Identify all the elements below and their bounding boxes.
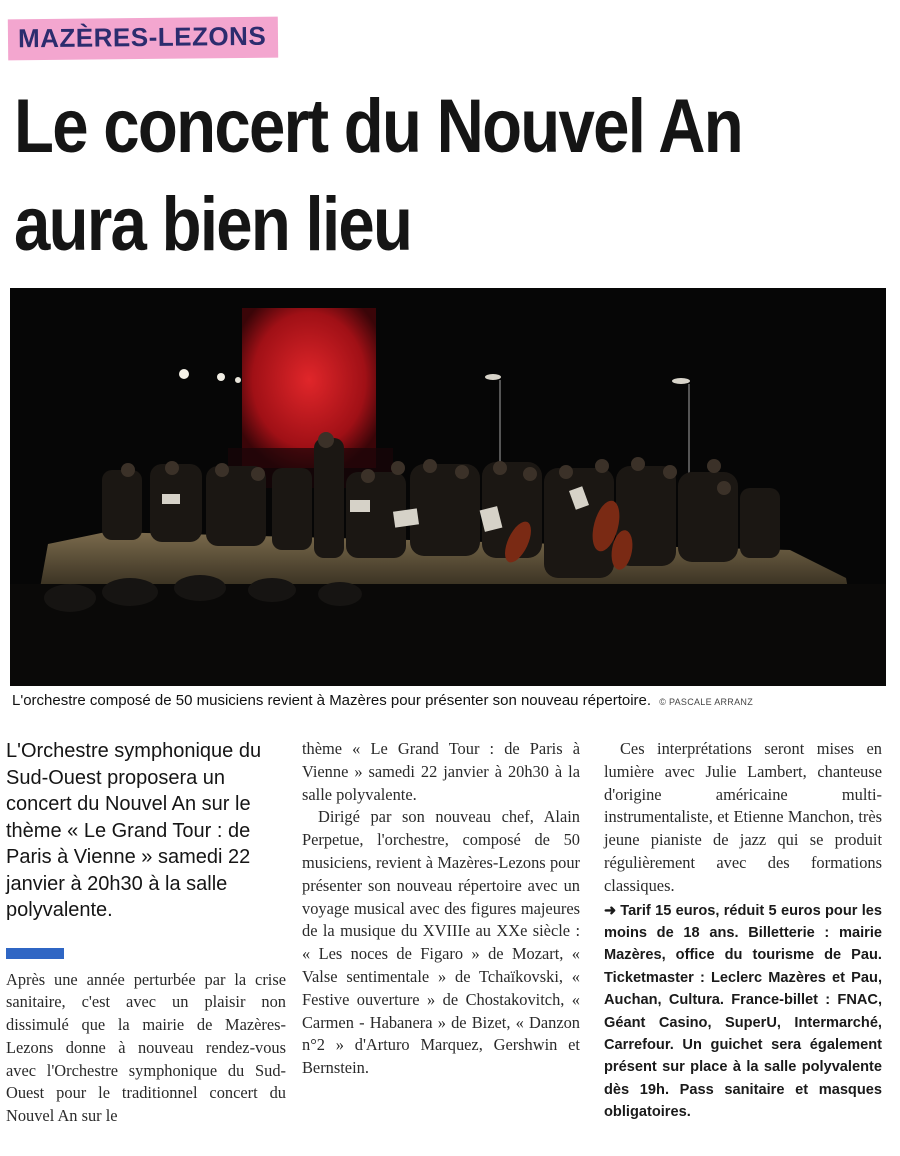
orchestra-stage-image	[10, 288, 886, 686]
body-paragraph-2: Dirigé par son nouveau chef, Alain Perpetue, l'orchestre, composé de 50 musiciens, revient à Mazères-Lezons pour présenter son nouveau répertoire avec un voyage musical avec des figures majeures de la musique du XVIIIe au XXe siècle : « Les noces de Figaro » de Mozart, « Valse sentimentale » de Tchaïkovski, « Festive ouverture » de Chostakovitch, « Carmen - Habanera » de Bizet, « Danzon n°2 » d'Arturo Marquez, Gershwin et Bernstein.	[302, 807, 580, 1078]
concert-photo	[10, 288, 886, 686]
practical-info-text: Tarif 15 euros, réduit 5 euros pour les moins de 18 ans. Billetterie : mairie Mazères, office du tourisme de Pau. Ticketmaster : Leclerc Mazères et Pau, Auchan, Cultura. France-billet : FNAC, Géant Casino, SuperU, Intermarché, Carrefour. Un guichet sera également présent sur place à la salle polyvalente dès 19h. Pass sanitaire et masques obligatoires.	[604, 902, 882, 1121]
stage-light	[672, 378, 690, 384]
stage-light	[217, 373, 225, 381]
stage-light	[235, 377, 241, 383]
column-3	[604, 738, 882, 1124]
red-backdrop	[242, 308, 376, 468]
caption-text: L'orchestre composé de 50 musiciens revient à Mazères pour présenter son nouveau répertoire.	[12, 692, 652, 709]
arrow-right-icon: ➜	[604, 902, 617, 919]
body-paragraph-1: Après une année perturbée par la crise sanitaire, c'est avec un plaisir non dissimulé que la mairie de Mazères-Lezons donne à nouveau rendez-vous avec l'Orchestre symphonique du Sud-Ouest pour le traditionnel concert du Nouvel An sur le	[6, 969, 286, 1126]
section-kicker: MAZÈRES-LEZONS	[8, 17, 279, 61]
stage-light	[485, 374, 501, 380]
photo-credit: © PASCALE ARRANZ	[659, 697, 754, 707]
practical-info	[604, 900, 882, 1124]
photo-caption	[12, 692, 892, 709]
body-paragraph-3: Ces interprétations seront mises en lumière avec Julie Lambert, chanteuse d'origine américaine multi-instrumentaliste, et Etienne Manchon, très jeune pianiste de jazz qui se produit régulièrement avec des formations classiques.	[604, 739, 882, 895]
stage-light	[179, 369, 189, 379]
headline: Le concert du Nouvel An aura bien lieu	[14, 84, 742, 267]
column-2	[302, 738, 580, 1080]
accent-bar	[6, 948, 64, 959]
lede-paragraph: L'Orchestre symphonique du Sud-Ouest proposera un concert du Nouvel An sur le thème « Le Grand Tour : de Paris à Vienne » samedi 22 janvier à 20h30 à la salle polyvalente.	[6, 740, 262, 921]
body-paragraph-1-continued: thème « Le Grand Tour : de Paris à Vienne » samedi 22 janvier à 20h30 à la salle polyvalente.	[302, 739, 580, 804]
column-1	[6, 738, 286, 1128]
